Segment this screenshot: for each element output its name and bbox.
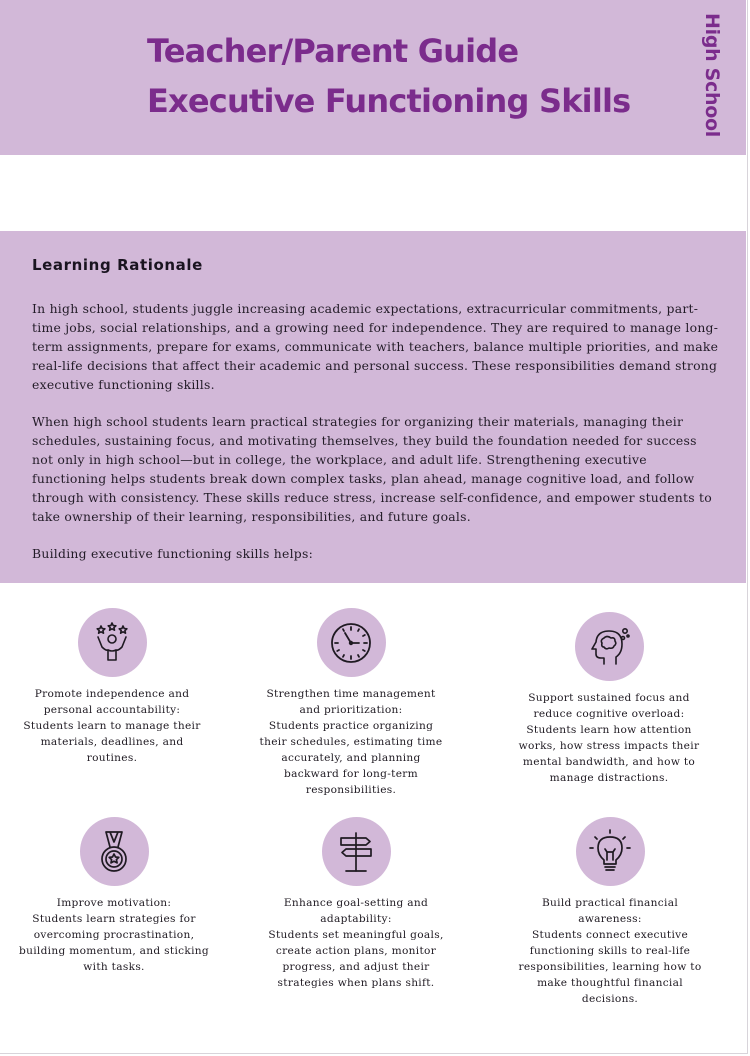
skill-text — [261, 895, 451, 991]
rationale-body — [32, 299, 722, 581]
title-line-1: Teacher/Parent Guide — [147, 32, 519, 70]
skill-description: Students learn to manage their materials, deadlines, and routines. — [23, 720, 201, 764]
skill-description: Students connect executive functioning skills to real-life responsibilities, learning how to make thoughtful financial decisions. — [518, 929, 702, 1005]
skill-item-goal-setting — [261, 817, 451, 991]
skill-description: Students learn strategies for overcoming procrastination, building momentum, and sticking with tasks. — [19, 913, 209, 973]
skill-description: Students learn how attention works, how stress impacts their mental bandwidth, and how to manage distractions. — [518, 724, 700, 784]
skill-description: Students set meaningful goals, create action plans, monitor progress, and adjust their strategies when plans shift. — [268, 929, 444, 989]
skill-title: Promote independence and personal accountability: — [34, 688, 190, 716]
skill-title: Build practical financial awareness: — [541, 897, 679, 925]
rationale-paragraph-2: When high school students learn practical strategies for organizing their materials, managing their schedules, sustaining focus, and motivating themselves, they build the foundation needed for success not only in high school—but in college, the workplace, and adult life. Strengthening executive functioning helps students break down complex tasks, plan ahead, manage cognitive load, and follow through with consistency. These skills reduce stress, increase self-confidence, and empower students to take ownership of their learning, responsibilities, and future goals. — [32, 414, 712, 524]
skill-item-independence — [17, 608, 207, 766]
rationale-paragraph-1: In high school, students juggle increasing academic expectations, extracurricular commitments, part-time jobs, social relationships, and a growing need for independence. They are required to manage long-term assignments, prepare for exams, communicate with teachers, balance multiple priorities, and make real-life decisions that affect their academic and personal success. These responsibilities demand strong executive functioning skills. — [32, 301, 719, 392]
skill-title: Improve motivation: — [56, 897, 172, 909]
skill-item-time-management — [256, 608, 446, 798]
celebrating-person-icon — [78, 608, 147, 677]
skill-text — [515, 895, 705, 1007]
rationale-heading: Learning Rationale — [32, 256, 203, 274]
head-brain-icon — [575, 612, 644, 681]
title-line-2: Executive Functioning Skills — [147, 82, 631, 120]
signpost-icon — [322, 817, 391, 886]
skill-text — [514, 690, 704, 786]
page-title — [147, 26, 630, 126]
skill-description: Students practice organizing their schedules, estimating time accurately, and planning backward for long-term responsibilities. — [259, 720, 443, 796]
lightbulb-icon — [576, 817, 645, 886]
skill-title: Enhance goal-setting and adaptability: — [283, 897, 429, 925]
grade-level-tab: High School — [701, 13, 723, 137]
rationale-intro: Building executive functioning skills helps: — [32, 546, 314, 561]
skill-item-motivation — [19, 817, 209, 975]
skill-item-financial — [515, 817, 705, 1007]
skill-title: Support sustained focus and reduce cognitive overload: — [528, 692, 690, 720]
medal-icon — [80, 817, 149, 886]
skill-item-focus — [514, 612, 704, 786]
clock-icon — [317, 608, 386, 677]
skill-text — [17, 686, 207, 766]
skill-text — [19, 895, 209, 975]
skill-title: Strengthen time management and prioritization: — [266, 688, 436, 716]
skill-text — [256, 686, 446, 798]
